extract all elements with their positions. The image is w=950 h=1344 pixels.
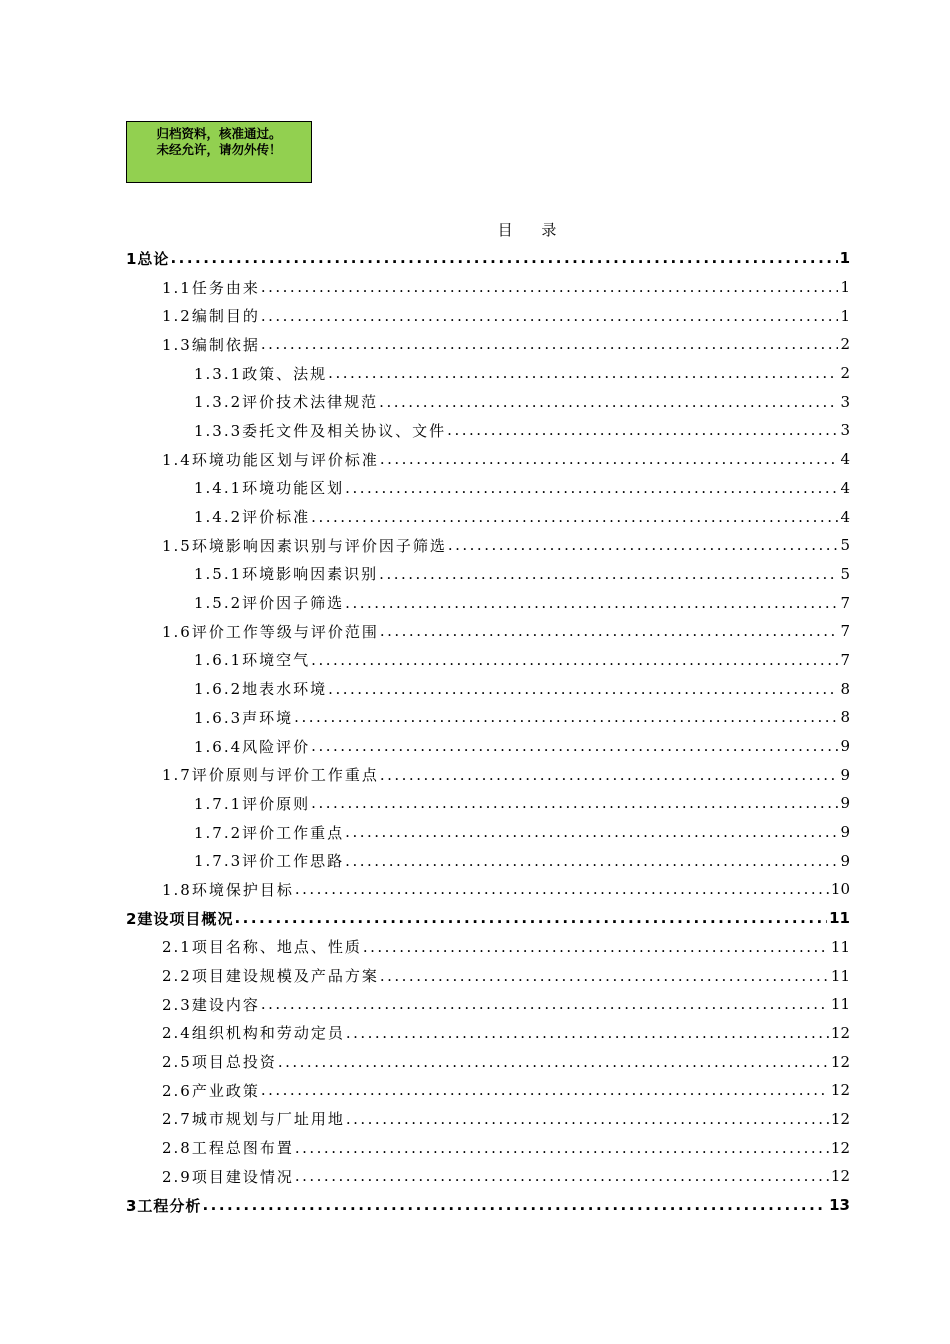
toc-entry-page: 2 xyxy=(840,335,850,354)
toc-entry-label: 1.6.3声环境 xyxy=(194,708,294,727)
toc-entry[interactable] xyxy=(126,646,850,675)
toc-entry-page: 11 xyxy=(830,937,850,956)
toc-entry[interactable] xyxy=(126,474,850,503)
toc-leader-dots xyxy=(328,364,838,382)
toc-leader-dots xyxy=(346,1024,829,1042)
toc-entry[interactable] xyxy=(126,1047,850,1076)
toc-entry[interactable] xyxy=(126,531,850,560)
toc-leader-dots xyxy=(345,852,838,870)
toc-entry-label: 1.3.3委托文件及相关协议、文件 xyxy=(194,421,447,440)
toc-leader-dots xyxy=(202,1196,827,1214)
toc-leader-dots xyxy=(311,794,838,812)
toc-entry-page: 12 xyxy=(830,1167,850,1186)
toc-title: 目 录 xyxy=(497,221,569,239)
toc-leader-dots xyxy=(345,594,838,612)
toc-entry[interactable] xyxy=(126,1019,850,1048)
toc-entry-label: 2.2项目建设规模及产品方案 xyxy=(162,967,379,986)
toc-leader-dots xyxy=(295,1167,829,1185)
toc-leader-dots xyxy=(294,708,838,726)
toc-entry[interactable] xyxy=(126,789,850,818)
toc-entry-label: 1.7.3评价工作思路 xyxy=(194,852,345,871)
toc-entry-page: 13 xyxy=(829,1196,850,1215)
toc-leader-dots xyxy=(234,909,827,927)
toc-entry-label: 1.6.4风险评价 xyxy=(194,737,311,756)
toc-entry-label: 1.3编制依据 xyxy=(162,335,260,354)
toc-entry-page: 8 xyxy=(840,708,850,727)
toc-entry-label: 1.8环境保护目标 xyxy=(162,880,294,899)
toc-entry-page: 9 xyxy=(840,823,850,842)
toc-entry-label: 1.5.2评价因子筛选 xyxy=(194,594,345,613)
toc-leader-dots xyxy=(380,766,838,784)
toc-leader-dots xyxy=(328,680,838,698)
toc-entry[interactable] xyxy=(126,416,850,445)
toc-entry-page: 5 xyxy=(840,536,850,555)
toc-entry[interactable] xyxy=(126,818,850,847)
toc-entry-label: 1.7.1评价原则 xyxy=(194,794,311,813)
toc-leader-dots xyxy=(448,536,838,554)
toc-entry[interactable] xyxy=(126,961,850,990)
toc-entry-label: 1.1任务由来 xyxy=(162,278,260,297)
toc-leader-dots xyxy=(379,393,838,411)
toc-entry[interactable] xyxy=(126,387,850,416)
toc-leader-dots xyxy=(380,967,829,985)
toc-entry[interactable] xyxy=(126,846,850,875)
toc-leader-dots xyxy=(345,823,838,841)
toc-leader-dots xyxy=(311,737,838,755)
toc-entry[interactable] xyxy=(126,732,850,761)
toc-entry[interactable] xyxy=(126,703,850,732)
toc-entry-page: 1 xyxy=(840,278,850,297)
toc-leader-dots xyxy=(380,622,838,640)
toc-entry-label: 1.2编制目的 xyxy=(162,307,260,326)
toc-entry-label: 2.3建设内容 xyxy=(162,995,260,1014)
toc-entry-page: 7 xyxy=(840,650,850,669)
toc-leader-dots xyxy=(278,1053,829,1071)
toc-leader-dots xyxy=(379,565,838,583)
toc-entry-page: 4 xyxy=(840,450,850,469)
table-of-contents xyxy=(126,244,850,1219)
toc-leader-dots xyxy=(261,278,838,296)
toc-entry-label: 1.7.2评价工作重点 xyxy=(194,823,345,842)
toc-leader-dots xyxy=(170,249,837,267)
toc-entry-page: 11 xyxy=(830,966,850,985)
toc-entry[interactable] xyxy=(126,1162,850,1191)
toc-entry[interactable] xyxy=(126,502,850,531)
toc-entry-page: 9 xyxy=(840,765,850,784)
toc-entry-label: 1.4.2评价标准 xyxy=(194,508,311,527)
toc-entry-page: 10 xyxy=(830,880,850,899)
toc-entry-label: 2.5项目总投资 xyxy=(162,1053,277,1072)
toc-entry-page: 5 xyxy=(840,564,850,583)
toc-entry[interactable] xyxy=(126,933,850,962)
toc-entry-page: 7 xyxy=(840,593,850,612)
toc-leader-dots xyxy=(261,335,838,353)
toc-entry-page: 12 xyxy=(830,1081,850,1100)
toc-entry[interactable] xyxy=(126,1191,850,1220)
toc-entry[interactable] xyxy=(126,617,850,646)
toc-entry-label: 1.3.1政策、法规 xyxy=(194,364,328,383)
toc-entry[interactable] xyxy=(126,560,850,589)
toc-leader-dots xyxy=(311,508,838,526)
toc-entry-page: 8 xyxy=(840,679,850,698)
toc-entry-label: 1.4.1环境功能区划 xyxy=(194,479,345,498)
toc-entry-page: 11 xyxy=(830,995,850,1014)
toc-entry-label: 1.6.2地表水环境 xyxy=(194,680,328,699)
toc-entry-page: 4 xyxy=(840,507,850,526)
toc-leader-dots xyxy=(261,995,829,1013)
toc-entry-page: 7 xyxy=(840,622,850,641)
toc-entry[interactable] xyxy=(126,875,850,904)
toc-entry-label: 1.4环境功能区划与评价标准 xyxy=(162,450,379,469)
toc-entry[interactable] xyxy=(126,1133,850,1162)
toc-entry-label: 2建设项目概况 xyxy=(126,909,234,928)
toc-entry-page: 4 xyxy=(840,478,850,497)
toc-entry[interactable] xyxy=(126,301,850,330)
stamp-line-1: 归档资料，核准通过。 xyxy=(156,126,282,141)
toc-entry-label: 1.6.1环境空气 xyxy=(194,651,311,670)
toc-entry[interactable] xyxy=(126,273,850,302)
toc-leader-dots xyxy=(345,479,838,497)
toc-entry-page: 12 xyxy=(830,1138,850,1157)
toc-leader-dots xyxy=(295,880,829,898)
toc-entry-page: 3 xyxy=(840,421,850,440)
toc-entry-page: 1 xyxy=(839,249,850,268)
toc-entry[interactable] xyxy=(126,1105,850,1134)
toc-leader-dots xyxy=(380,450,838,468)
toc-entry-page: 9 xyxy=(840,794,850,813)
toc-entry[interactable] xyxy=(126,1076,850,1105)
toc-entry-label: 3工程分析 xyxy=(126,1196,202,1215)
toc-entry-page: 1 xyxy=(840,306,850,325)
toc-entry-label: 2.4组织机构和劳动定员 xyxy=(162,1024,345,1043)
toc-entry-label: 2.9项目建设情况 xyxy=(162,1167,294,1186)
toc-entry-label: 1.5.1环境影响因素识别 xyxy=(194,565,379,584)
toc-entry[interactable] xyxy=(126,990,850,1019)
toc-entry-page: 11 xyxy=(829,909,850,928)
toc-entry[interactable] xyxy=(126,674,850,703)
toc-entry[interactable] xyxy=(126,445,850,474)
toc-entry[interactable] xyxy=(126,244,850,273)
toc-entry-label: 1.3.2评价技术法律规范 xyxy=(194,393,379,412)
toc-entry-label: 1.7评价原则与评价工作重点 xyxy=(162,766,379,785)
toc-leader-dots xyxy=(447,421,838,439)
toc-entry-label: 2.1项目名称、地点、性质 xyxy=(162,938,362,957)
toc-entry-page: 9 xyxy=(840,851,850,870)
toc-entry-page: 2 xyxy=(840,364,850,383)
stamp-line-2: 未经允许，请勿外传！ xyxy=(156,142,282,157)
toc-leader-dots xyxy=(295,1139,829,1157)
toc-entry-page: 12 xyxy=(830,1052,850,1071)
toc-entry-label: 2.8工程总图布置 xyxy=(162,1139,294,1158)
toc-leader-dots xyxy=(261,1081,829,1099)
toc-entry-label: 1总论 xyxy=(126,249,170,268)
toc-leader-dots xyxy=(346,1110,829,1128)
toc-entry-label: 2.7城市规划与厂址用地 xyxy=(162,1110,345,1129)
toc-entry-page: 3 xyxy=(840,392,850,411)
toc-leader-dots xyxy=(311,651,838,669)
toc-entry[interactable] xyxy=(126,359,850,388)
toc-entry[interactable] xyxy=(126,904,850,933)
toc-entry-page: 12 xyxy=(830,1023,850,1042)
toc-entry[interactable] xyxy=(126,588,850,617)
archive-stamp xyxy=(126,121,312,183)
toc-entry-label: 1.5环境影响因素识别与评价因子筛选 xyxy=(162,536,447,555)
toc-entry-page: 12 xyxy=(830,1109,850,1128)
toc-entry[interactable] xyxy=(126,330,850,359)
toc-entry-label: 2.6产业政策 xyxy=(162,1081,260,1100)
toc-leader-dots xyxy=(261,307,838,325)
toc-entry-page: 9 xyxy=(840,737,850,756)
toc-leader-dots xyxy=(363,938,829,956)
toc-entry[interactable] xyxy=(126,760,850,789)
toc-entry-label: 1.6评价工作等级与评价范围 xyxy=(162,622,379,641)
